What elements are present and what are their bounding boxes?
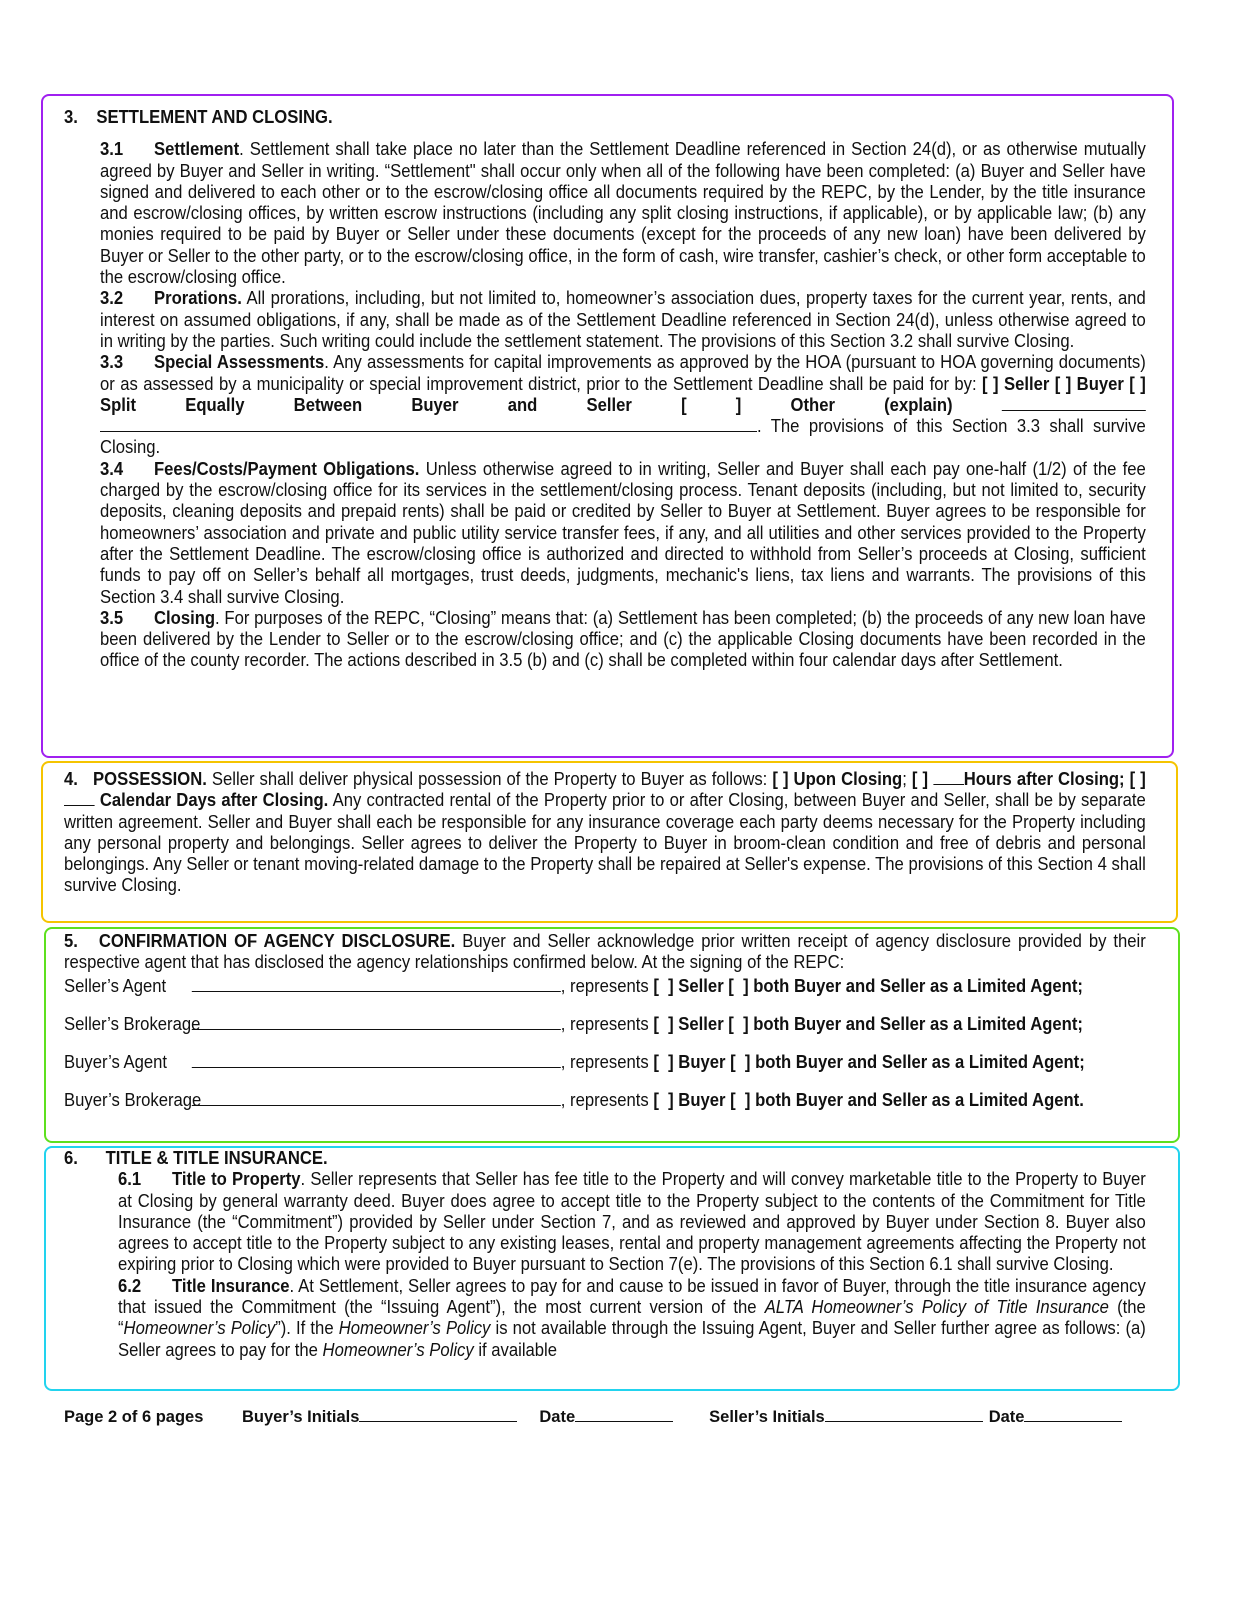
agency-options[interactable]: [ ] Seller [ ] both Buyer and Seller as a Limited Agent;: [653, 974, 1083, 996]
agency-options[interactable]: [ ] Seller [ ] both Buyer and Seller as a Limited Agent;: [653, 1012, 1083, 1034]
clause-6-2: [64, 1275, 1146, 1360]
seller-date-label: Date: [988, 1408, 1025, 1426]
hours-after-closing-option[interactable]: Hours after Closing; [ ]: [963, 768, 1146, 789]
clause-body: All prorations, including, but not limited to, homeowner’s association dues, property taxes for the current year, rents, and interest on assumed obligations, if any, shall be made as of the Settlement Deadline referenced in Section 24(d), unless otherwise agreed to in writing by the parties. Such writing could include the settlement statement. The provisions of this Section 3.2 shall survive Closing.: [100, 287, 1146, 351]
agency-options[interactable]: [ ] Buyer [ ] both Buyer and Seller as a Limited Agent;: [653, 1050, 1085, 1072]
explain-blank-2[interactable]: [100, 415, 757, 432]
possession-paragraph: 4. POSSESSION. Seller shall deliver physical possession of the Property to Buyer as follows: [ ] Upon Closing; [ ] Hours after Closing; [ ] Calendar Days after Closing. Any contracted rental of the Property prior to or after Closing, between Buyer and Seller, shall be by separate written agreement. Seller and Buyer shall each be responsible for any insurance coverage each party deems necessary for the Property including any personal property and belongings. Seller agrees to deliver the Property to Buyer in broom-clean condition and free of debris and personal belongings. Any Seller or tenant moving-related damage to the Property shall be repaired at Seller's expense. The provisions of this Section 4 shall survive Closing.: [64, 768, 1146, 896]
seller-initials-label: Seller’s Initials: [709, 1408, 825, 1426]
clause-3-2: [64, 287, 1146, 351]
buyer-initials-blank[interactable]: [359, 1405, 517, 1422]
section-5-heading: 5. CONFIRMATION OF AGENCY DISCLOSURE.: [64, 930, 456, 951]
section-3: [64, 106, 1146, 671]
possession-body: Any contracted rental of the Property prior to or after Closing, between Buyer and Seller, shall be by separate written agreement. Seller and Buyer shall each be responsible for any insurance coverage each party deems necessary for the Property including any personal property and belongings. Seller agrees to deliver the Property to Buyer in broom-clean condition and free of debris and personal belongings. Any Seller or tenant moving-related damage to the Property shall be repaired at Seller's expense. The provisions of this Section 4 shall survive Closing.: [64, 789, 1146, 896]
section-6: [64, 1147, 1146, 1360]
clause-3-3: [64, 351, 1146, 457]
clause-number: 3.2: [100, 287, 124, 309]
seller-initials-blank[interactable]: [825, 1405, 983, 1422]
calendar-days-option[interactable]: Calendar Days after Closing.: [94, 789, 329, 811]
page-number: Page 2 of 6 pages: [64, 1408, 204, 1426]
days-blank[interactable]: [64, 789, 95, 806]
buyer-date-label: Date: [539, 1408, 576, 1426]
buyer-date-blank[interactable]: [575, 1405, 673, 1422]
clause-body: if available: [473, 1338, 558, 1360]
clause-body: . At Settlement, Seller agrees to pay for and cause to be issued in favor of Buyer, through the title insurance agency that issued the Commitment (the “Issuing Agent”), the most current version of the: [118, 1274, 1146, 1318]
clause-number: 3.5: [100, 606, 124, 628]
seller-date-blank[interactable]: [1024, 1405, 1122, 1422]
clause-6-1: [64, 1168, 1146, 1274]
section-6-heading: 6. TITLE & TITLE INSURANCE.: [64, 1147, 328, 1168]
section-4-heading: 4. POSSESSION.: [64, 768, 207, 789]
name-blank[interactable]: [192, 975, 561, 992]
clause-body: is not available through the Issuing Agent, Buyer and Seller further agree as follows: (a) Seller agrees to pay for the: [118, 1317, 1146, 1360]
clause-title: Fees/Costs/Payment Obligations.: [154, 457, 420, 479]
clause-tail: . The provisions of this Section 3.3 shall survive Closing.: [100, 415, 1146, 458]
clause-body: . Settlement shall take place no later than the Settlement Deadline referenced in Section 24(d), or as otherwise mutually agreed by Buyer and Seller in writing. “Settlement" shall occur only when all of the following have been completed: (a) Buyer and Seller have signed and delivered to each other or to the escrow/closing office all documents required by the REPC, by the Lender, by the title insurance and escrow/closing offices, by written escrow instructions (including any split closing instructions, if applicable), or by applicable law; (b) any monies required to be paid by Buyer or Seller under these documents (except for the proceeds of any new loan) have been delivered by Buyer or Seller to the other party, or to the escrow/closing office, in the form of cash, wire transfer, cashier’s check, or other form acceptable to the escrow/closing office.: [100, 138, 1146, 288]
buyer-initials-label: Buyer’s Initials: [242, 1408, 360, 1426]
represents-text: , represents: [560, 1050, 654, 1072]
policy-name: ALTA Homeowner’s Policy of Title Insurance: [764, 1296, 1109, 1318]
page-footer: [64, 1405, 1122, 1427]
explain-blank[interactable]: [1002, 394, 1146, 411]
upon-closing-option[interactable]: [ ] Upon Closing: [772, 768, 903, 789]
agency-paragraph: [64, 930, 1146, 973]
row-label: Seller’s Agent: [64, 974, 167, 996]
clause-body: . For purposes of the REPC, “Closing” means that: (a) Settlement has been completed; (b) the proceeds of any new loan have been delivered by the Lender to Seller or to the escrow/closing office; and (c) the applicable Closing documents have been recorded in the office of the county recorder. The actions described in 3.5 (b) and (c) shall be completed within four calendar days after Settlement.: [100, 606, 1146, 671]
row-label: Buyer’s Agent: [64, 1050, 168, 1072]
agency-row-buyers-agent: [64, 1051, 1146, 1089]
possession-intro: Seller shall deliver physical possession of the Property to Buyer as follows:: [206, 768, 773, 789]
clause-title: Special Assessments: [154, 351, 325, 373]
represents-text: , represents: [560, 1088, 654, 1110]
clause-number: 3.3: [100, 351, 124, 373]
clause-body: Unless otherwise agreed to in writing, Seller and Buyer shall each pay one-half (1/2) of the fee charged by the escrow/closing office for its services in the settlement/closing process. Tenant deposits (including, but not limited to, security deposits, cleaning deposits and prepaid rents) shall be paid or credited by Seller to Buyer at Settlement. Buyer agrees to be responsible for homeowners’ association and private and public utility service transfer fees, if any, and all utilities and other services provided to the Property after the Settlement Deadline. The escrow/closing office is authorized and directed to withhold from Seller’s proceeds at Closing, sufficient funds to pay off on Seller’s behalf all mortgages, trust deeds, judgments, mechanic's liens, tax liens and warrants. The provisions of this Section 3.4 shall survive Closing.: [100, 457, 1146, 607]
clause-body: . Seller represents that Seller has fee title to the Property and will convey marketable title to the Property to Buyer at Closing by general warranty deed. Buyer does agree to accept title to the Property subject to the contents of the Commitment for Title Insurance (the “Commitment”) provided by Seller under Section 7, and as reviewed and approved by Buyer under Section 8. Buyer also agrees to accept title to the Property subject to any existing leases, rental and property management agreements affecting the Property not expiring prior to Closing which were provided to Buyer pursuant to Section 7(e). The provisions of this Section 6.1 shall survive Closing.: [118, 1168, 1146, 1275]
clause-number: 3.1: [100, 138, 124, 160]
clause-3-5: [64, 607, 1146, 671]
clause-title: Settlement: [154, 138, 240, 160]
clause-title: Title to Property: [172, 1168, 301, 1190]
clause-number: 6.2: [118, 1274, 142, 1296]
name-blank[interactable]: [192, 1013, 561, 1030]
agency-row-buyers-brokerage: [64, 1089, 1146, 1127]
agency-body: Buyer and Seller acknowledge prior written receipt of agency disclosure provided by their respective agent that has disclosed the agency relationships confirmed below. At the signing of the REPC:: [64, 930, 1146, 973]
row-label: Seller’s Brokerage: [64, 1012, 201, 1034]
section-3-heading: 3. SETTLEMENT AND CLOSING.: [64, 106, 333, 127]
clause-title: Title Insurance: [172, 1274, 290, 1296]
clause-title: Closing: [154, 606, 216, 628]
agency-options[interactable]: [ ] Buyer [ ] both Buyer and Seller as a Limited Agent.: [653, 1088, 1084, 1110]
clause-3-1: [64, 138, 1146, 287]
clause-body: (the “: [118, 1296, 1146, 1339]
policy-name: Homeowner’s Policy: [338, 1317, 491, 1339]
clause-body: . Any assessments for capital improvements as approved by the HOA (pursuant to HOA governing documents) or as assessed by a municipality or special improvement district, prior to the Settlement Deadline shall be paid for by:: [100, 351, 1146, 394]
section-5: [64, 930, 1146, 1127]
agency-row-sellers-agent: [64, 975, 1146, 1013]
represents-text: , represents: [560, 1012, 654, 1034]
row-label: Buyer’s Brokerage: [64, 1088, 202, 1110]
clause-body: ”). If the: [275, 1317, 339, 1339]
policy-name: Homeowner’s Policy: [123, 1317, 276, 1339]
section-4: [64, 768, 1146, 896]
hours-checkbox[interactable]: [ ]: [911, 768, 934, 789]
clause-title: Prorations.: [154, 287, 242, 309]
assessment-options[interactable]: [ ] Seller [ ] Buyer [ ] Split Equally Between Buyer and Seller [ ] Other (explain): [100, 372, 1146, 415]
clause-number: 3.4: [100, 457, 124, 479]
agency-row-sellers-brokerage: [64, 1013, 1146, 1051]
name-blank[interactable]: [192, 1089, 561, 1106]
policy-name: Homeowner’s Policy: [322, 1338, 474, 1360]
clause-number: 6.1: [118, 1168, 142, 1190]
name-blank[interactable]: [192, 1051, 561, 1068]
represents-text: , represents: [560, 974, 654, 996]
clause-3-4: [64, 458, 1146, 607]
hours-blank[interactable]: [933, 768, 964, 785]
